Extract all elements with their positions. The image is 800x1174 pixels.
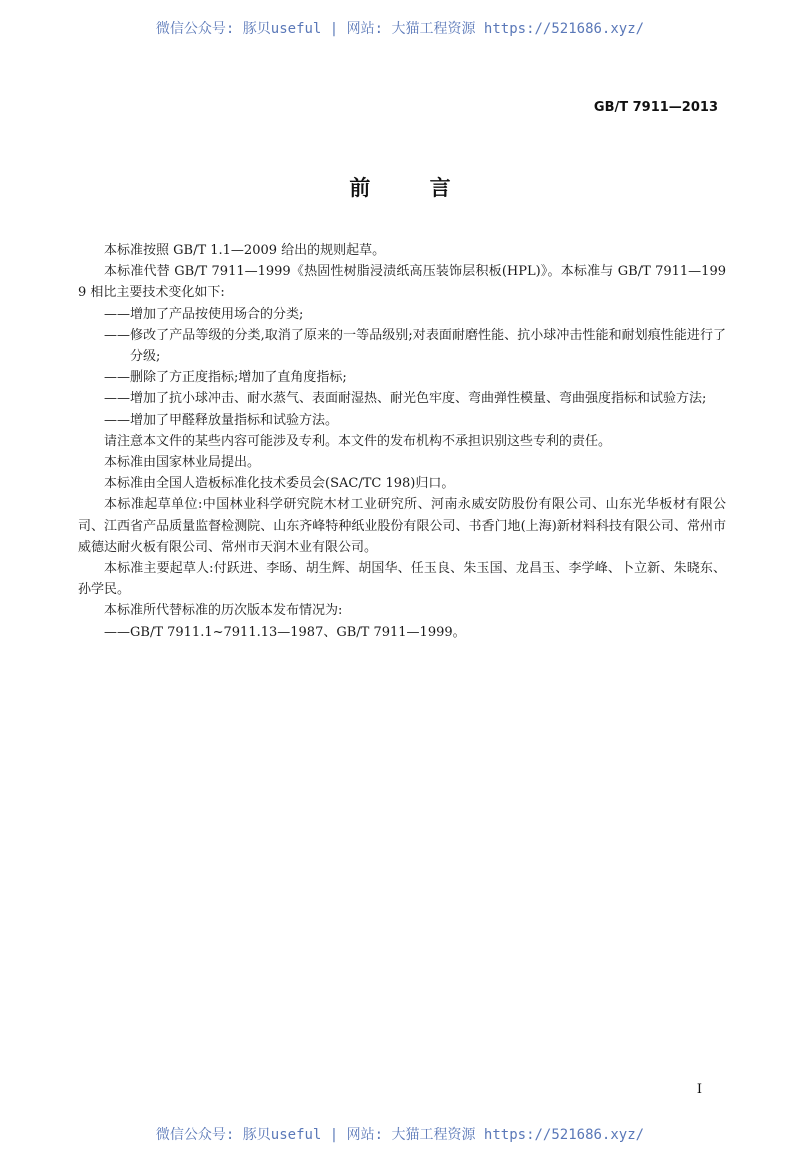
change-item-2: ——修改了产品等级的分类,取消了原来的一等品级别;对表面耐磨性能、抗小球冲击性能和耐划痕性能进行了分级; <box>104 327 726 365</box>
change-item-4: ——增加了抗小球冲击、耐水蒸气、表面耐湿热、耐光色牢度、弯曲弹性模量、弯曲强度指标和试验方法; <box>104 391 707 407</box>
foreword-body <box>78 240 726 643</box>
paragraph-drafters: 本标准主要起草人:付跃进、李旸、胡生辉、胡国华、任玉良、朱玉国、龙昌玉、李学峰、卜立新、朱晓东、孙学民。 <box>78 561 726 598</box>
standard-code: GB/T 7911—2013 <box>593 100 718 115</box>
watermark-top: 微信公众号: 豚贝useful | 网站: 大猫工程资源 https://521686.xyz/ <box>155 21 645 37</box>
paragraph-administered-by: 本标准由全国人造板标准化技术委员会(SAC/TC 198)归口。 <box>104 476 455 492</box>
paragraph-proposed-by: 本标准由国家林业局提出。 <box>104 455 261 471</box>
paragraph-replaces: 本标准代替 GB/T 7911—1999《热固性树脂浸渍纸高压装饰层积板(HPL)》。本标准与 GB/T 7911—1999 相比主要技术变化如下: <box>78 264 726 301</box>
change-item-3: ——删除了方正度指标;增加了直角度指标; <box>104 370 347 386</box>
change-item-1: ——增加了产品按使用场合的分类; <box>104 306 304 322</box>
page-number: I <box>696 1082 702 1097</box>
change-item-5: ——增加了甲醛释放量指标和试验方法。 <box>104 412 339 428</box>
watermark-bottom: 微信公众号: 豚贝useful | 网站: 大猫工程资源 https://521686.xyz/ <box>155 1127 645 1143</box>
paragraph-previous-editions: 本标准所代替标准的历次版本发布情况为: <box>104 603 343 619</box>
paragraph-drafting-organizations: 本标准起草单位:中国林业科学研究院木材工业研究所、河南永威安防股份有限公司、山东光华板材有限公司、江西省产品质量监督检测院、山东齐峰特种纸业股份有限公司、书香门地(上海)新材料科技有限公司、常州市威德达耐火板有限公司、常州市天润木业有限公司。 <box>78 497 726 555</box>
page-title: 前 言 <box>349 176 477 200</box>
paragraph-drafting-rules: 本标准按照 GB/T 1.1—2009 给出的规则起草。 <box>104 243 386 258</box>
paragraph-patent-notice: 请注意本文件的某些内容可能涉及专利。本文件的发布机构不承担识别这些专利的责任。 <box>104 433 612 449</box>
previous-editions-item: ——GB/T 7911.1~7911.13—1987、GB/T 7911—1999。 <box>104 624 466 640</box>
